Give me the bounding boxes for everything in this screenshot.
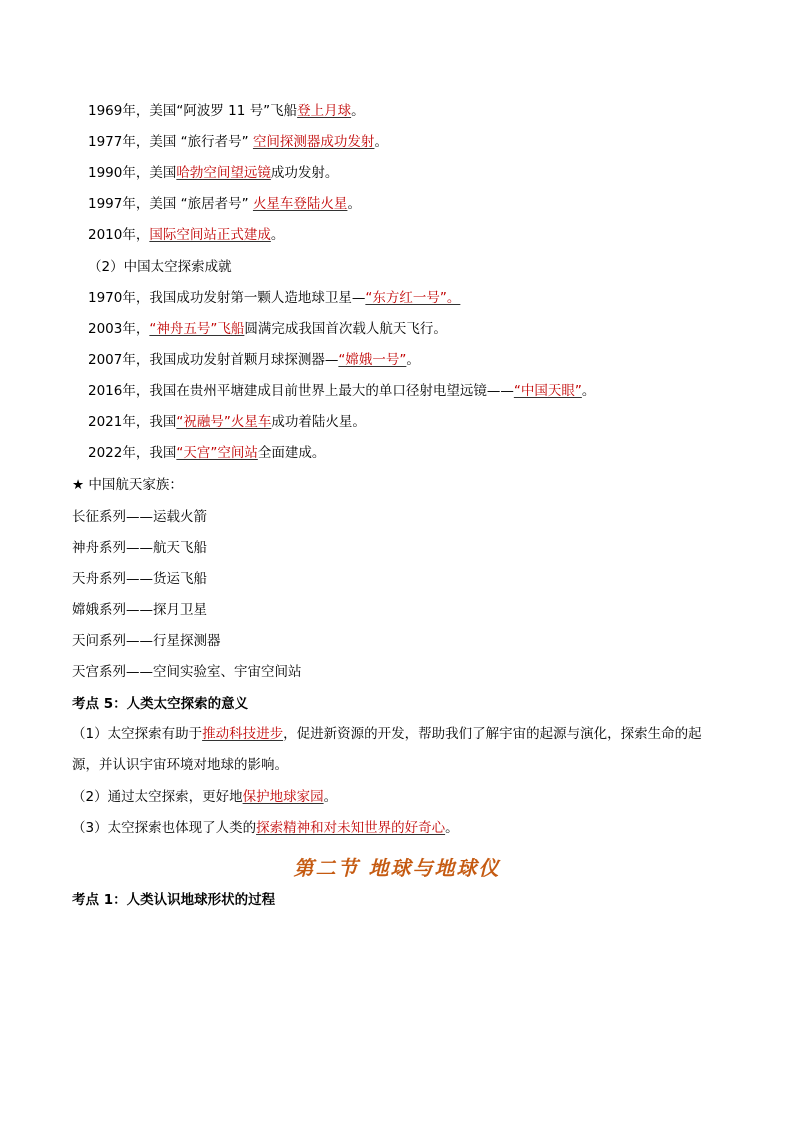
family-item: 神舟系列——航天飞船 — [72, 540, 207, 556]
item-text: 。 — [445, 820, 459, 836]
event-highlight: “神舟五号”飞船 — [149, 321, 245, 337]
event-text: 1970年，我国成功发射第一颗人造地球卫星— — [88, 290, 366, 306]
world-event-line — [88, 225, 284, 245]
event-text: 1977年，美国 “旅行者号” — [88, 134, 253, 150]
event-highlight: “中国天眼” — [513, 383, 582, 399]
item-text: 。 — [323, 789, 338, 805]
point5-item — [72, 719, 724, 781]
family-item: 嫦娥系列——探月卫星 — [72, 602, 207, 618]
china-event-line — [88, 319, 447, 339]
event-text: 2016年，我国在贵州平塘建成目前世界上最大的单口径射电望远镜—— — [88, 383, 514, 399]
event-text: 。 — [406, 352, 420, 368]
event-highlight: 哈勃空间望远镜 — [176, 165, 271, 181]
point5-item — [72, 787, 337, 807]
event-highlight: 空间探测器成功发射 — [252, 134, 375, 150]
china-event-line — [88, 443, 325, 463]
event-text: 1969年，美国“阿波罗 11 号”飞船 — [88, 103, 298, 119]
point1-title: 考点 1：人类认识地球形状的过程 — [72, 892, 276, 908]
item-text: ，促进新资源的开发，帮助我们了解宇宙的起源与演化，探索生命的起源，并认识宇宙环境对地球的影响。 — [72, 726, 702, 773]
china-event-line — [88, 288, 460, 308]
event-highlight: “嫦娥一号” — [338, 352, 407, 368]
event-highlight: “祝融号”火星车 — [176, 414, 272, 430]
event-text: 。 — [351, 103, 365, 119]
world-event-line — [88, 101, 365, 121]
event-highlight: 国际空间站正式建成 — [149, 227, 271, 243]
event-highlight: 火星车登陆火星 — [252, 196, 348, 212]
family-item: 长征系列——运载火箭 — [72, 509, 207, 525]
event-text: 2022年，我国 — [88, 445, 177, 461]
family-item: 天问系列——行星探测器 — [72, 633, 221, 649]
family-item: 天舟系列——货运飞船 — [72, 571, 207, 587]
event-text: 。 — [270, 227, 285, 243]
event-text: 圆满完成我国首次载人航天飞行。 — [244, 321, 447, 337]
event-text: 2010年， — [88, 227, 150, 243]
china-heading: （2）中国太空探索成就 — [88, 259, 232, 275]
family-heading: ★ 中国航天家族： — [72, 477, 183, 493]
event-highlight: “天宫”空间站 — [176, 445, 258, 461]
china-event-line — [88, 350, 420, 370]
china-event-line — [88, 381, 595, 401]
event-highlight: “东方红一号”。 — [365, 290, 461, 306]
event-highlight: 登上月球 — [297, 103, 352, 119]
event-text: 2003年， — [88, 321, 150, 337]
item-text: （3）太空探索也体现了人类的 — [72, 820, 257, 836]
item-text: （2）通过太空探索，更好地 — [72, 789, 243, 805]
item-highlight: 保护地球家园 — [242, 789, 324, 805]
event-text: 1990年，美国 — [88, 165, 177, 181]
point5-title: 考点 5：人类太空探索的意义 — [72, 696, 249, 712]
world-event-line — [88, 132, 388, 152]
event-text: 2007年，我国成功发射首颗月球探测器— — [88, 352, 339, 368]
world-event-line — [88, 194, 361, 214]
event-text: 全面建成。 — [257, 445, 326, 461]
section-title: 第二节 地球与地球仪 — [293, 856, 501, 880]
item-highlight: 探索精神和对未知世界的好奇心 — [256, 820, 446, 836]
world-event-line — [88, 163, 338, 183]
family-item: 天宫系列——空间实验室、宇宙空间站 — [72, 664, 302, 680]
event-text: 成功发射。 — [270, 165, 339, 181]
event-text: 。 — [374, 134, 388, 150]
event-text: 2021年，我国 — [88, 414, 177, 430]
event-text: 1997年，美国 “旅居者号” — [88, 196, 253, 212]
point5-item — [72, 818, 459, 838]
item-text: （1）太空探索有助于 — [72, 726, 203, 742]
item-highlight: 推动科技进步 — [202, 726, 284, 742]
event-text: 。 — [347, 196, 361, 212]
event-text: 。 — [581, 383, 596, 399]
event-text: 成功着陆火星。 — [271, 414, 366, 430]
china-event-line — [88, 412, 366, 432]
